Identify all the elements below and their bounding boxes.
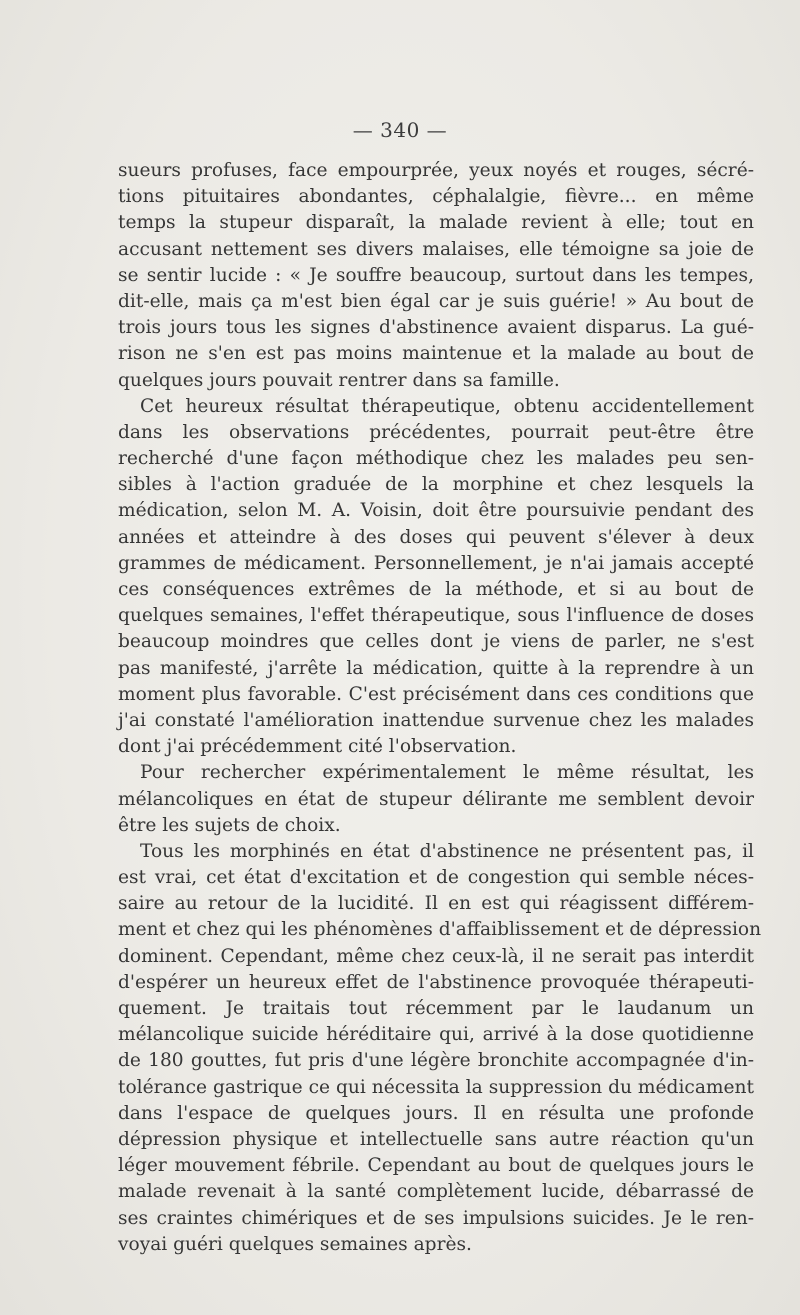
text-line: quelques jours pouvait rentrer dans sa famille.: [118, 369, 560, 391]
text-line: mélancolique suicide héréditaire qui, arrivé à la dose quotidienne: [118, 1024, 754, 1046]
text-line: sibles à l'action graduée de la morphine et chez lesquels la: [118, 474, 754, 496]
text-line: quement. Je traitais tout récemment par le laudanum un: [118, 998, 754, 1019]
paragraph-start-line: Tous les morphinés en état d'abstinence ne présentent pas, il: [140, 840, 754, 862]
text-line: beaucoup moindres que celles dont je viens de parler, ne s'est: [118, 631, 754, 653]
text-line: pas manifesté, j'arrête la médication, quitte à la reprendre à un: [118, 657, 754, 679]
text-line: ses craintes chimériques et de ses impulsions suicides. Je le ren-: [118, 1207, 754, 1229]
page-number: — 340 —: [352, 118, 448, 142]
paragraph-start-line: Pour rechercher expérimentalement le même résultat, les: [140, 762, 754, 784]
text-line: mélancoliques en état de stupeur délirante me semblent devoir: [118, 788, 754, 810]
text-line: j'ai constaté l'amélioration inattendue survenue chez les malades: [118, 709, 754, 731]
text-line: voyai guéri quelques semaines après.: [118, 1233, 472, 1255]
text-line: dit-elle, mais ça m'est bien égal car je suis guérie! » Au bout de: [118, 290, 754, 312]
text-line: dans l'espace de quelques jours. Il en résulta une profonde: [118, 1102, 754, 1124]
text-line: de 180 gouttes, fut pris d'une légère bronchite accompagnée d'in-: [118, 1050, 754, 1072]
text-line: malade revenait à la santé complètement lucide, débarrassé de: [118, 1181, 754, 1203]
text-line: années et atteindre à des doses qui peuvent s'élever à deux: [118, 526, 754, 548]
text-line: tions pituitaires abondantes, céphalalgie, fièvre... en même: [118, 186, 754, 208]
text-line: rison ne s'en est pas moins maintenue et la malade au bout de: [118, 343, 754, 365]
text-line: saire au retour de la lucidité. Il en est qui réagissent différem-: [118, 893, 754, 915]
text-line: accusant nettement ses divers malaises, elle témoigne sa joie de: [118, 238, 754, 260]
text-line: médication, selon M. A. Voisin, doit être poursuivie pendant des: [118, 500, 754, 522]
paragraph-start-line: Cet heureux résultat thérapeutique, obtenu accidentellement: [140, 395, 754, 417]
text-line: tolérance gastrique ce qui nécessita la suppression du médicament: [118, 1076, 754, 1098]
text-line: dans les observations précédentes, pourrait peut-être être: [118, 421, 754, 443]
text-line: sueurs profuses, face empourprée, yeux noyés et rouges, sécré-: [118, 160, 754, 181]
text-line: ment et chez qui les phénomènes d'affaiblissement et de dépression: [118, 919, 762, 941]
text-line: quelques semaines, l'effet thérapeutique, sous l'influence de doses: [118, 605, 754, 627]
text-line: être les sujets de choix.: [118, 814, 341, 836]
text-line: d'espérer un heureux effet de l'abstinence provoquée thérapeuti-: [118, 971, 754, 993]
text-line: trois jours tous les signes d'abstinence avaient disparus. La gué-: [118, 317, 754, 339]
text-line: grammes de médicament. Personnellement, je n'ai jamais accepté: [118, 552, 754, 574]
text-line: dominent. Cependant, même chez ceux-là, il ne serait pas interdit: [118, 945, 754, 967]
text-line: léger mouvement fébrile. Cependant au bout de quelques jours le: [118, 1155, 754, 1177]
text-line: recherché d'une façon méthodique chez les malades peu sen-: [118, 448, 754, 470]
text-line: dépression physique et intellectuelle sans autre réaction qu'un: [118, 1128, 754, 1150]
text-line: se sentir lucide : « Je souffre beaucoup, surtout dans les tempes,: [118, 264, 754, 286]
text-line: dont j'ai précédemment cité l'observation.: [118, 736, 517, 758]
text-line: temps la stupeur disparaît, la malade revient à elle; tout en: [118, 212, 754, 234]
text-line: moment plus favorable. C'est précisément dans ces conditions que: [118, 683, 754, 705]
text-line: est vrai, cet état d'excitation et de congestion qui semble néces-: [118, 867, 754, 889]
text-line: ces conséquences extrêmes de la méthode, et si au bout de: [118, 579, 754, 600]
body-text: [118, 158, 762, 1258]
